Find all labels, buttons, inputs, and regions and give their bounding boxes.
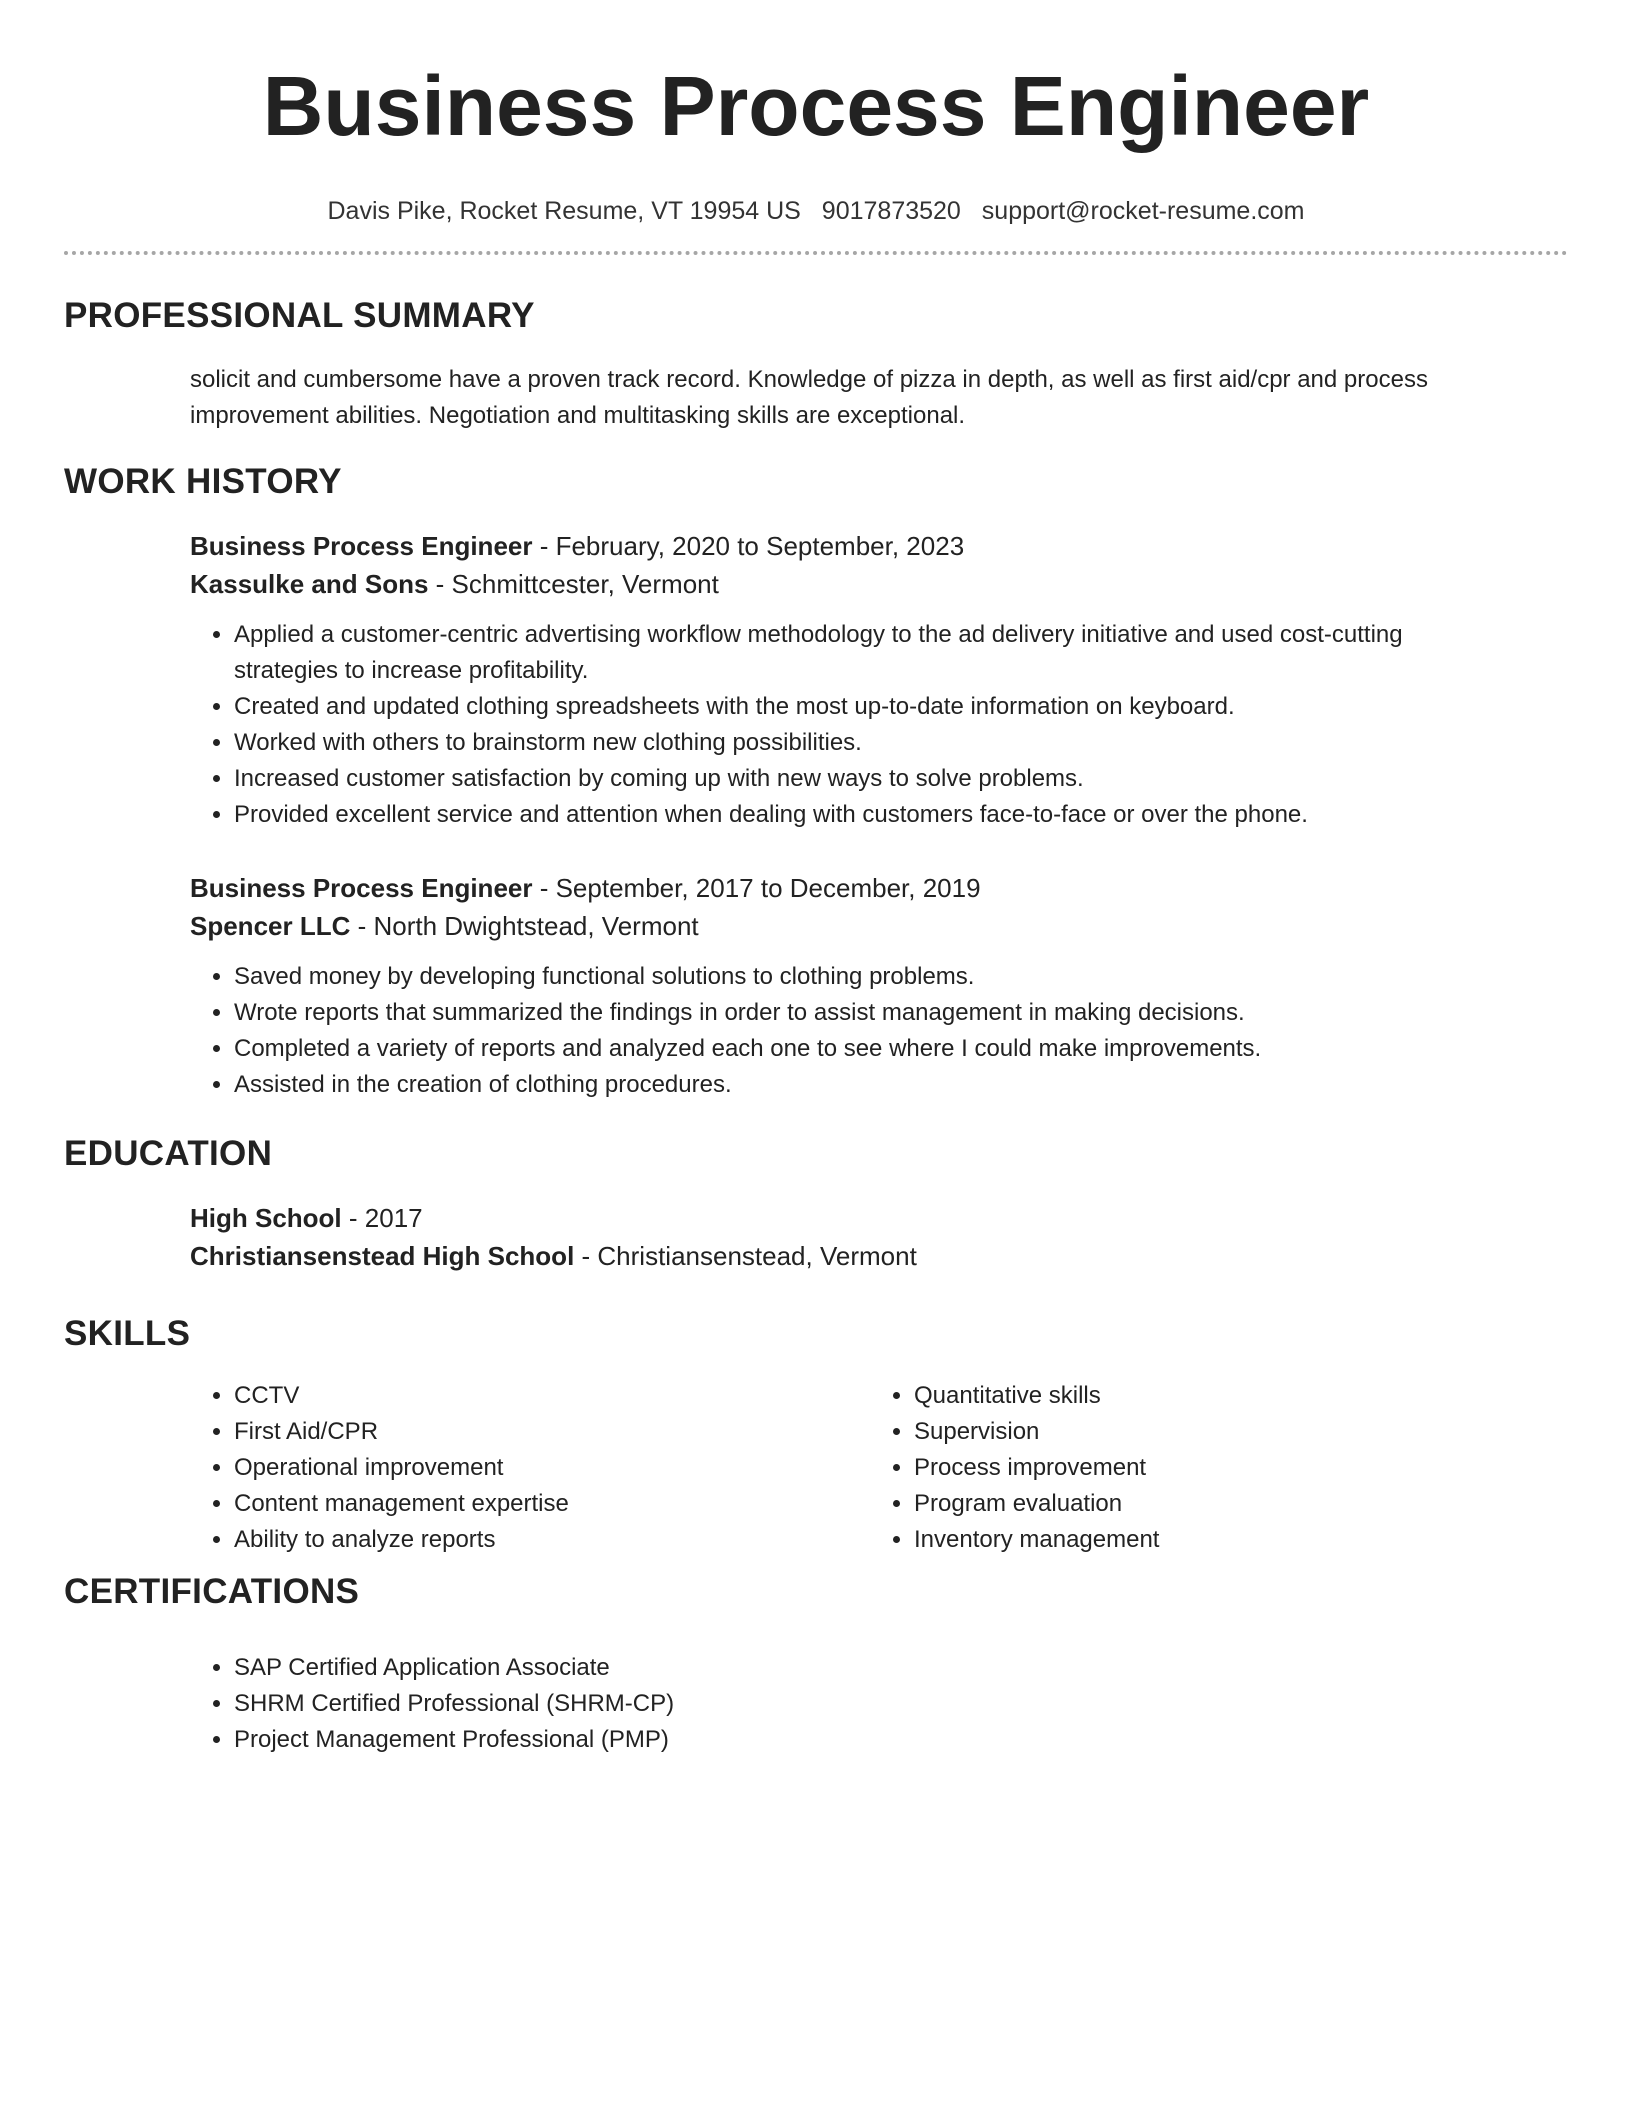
skills-list-left	[190, 1378, 569, 1558]
list-item: • Applied a customer-centric advertising workflow methodology to the ad delivery initiative and used cost-cutting strategies to increase profitability.	[234, 617, 1490, 689]
list-item: • Provided excellent service and attention when dealing with customers face-to-face or over the phone.	[234, 797, 1490, 833]
list-item: • Program evaluation	[914, 1486, 1159, 1522]
job-dates: - February, 2020 to September, 2023	[532, 531, 965, 561]
list-item: • Worked with others to brainstorm new clothing possibilities.	[234, 725, 1490, 761]
skills-heading: SKILLS	[64, 1314, 191, 1353]
job-title-line	[190, 527, 1490, 565]
resume-header	[64, 56, 1568, 226]
job-company: Kassulke and Sons	[190, 569, 429, 599]
list-item: • Quantitative skills	[914, 1378, 1159, 1414]
candidate-title: Business Process Engineer	[262, 59, 1370, 153]
job-role: Business Process Engineer	[190, 873, 533, 903]
skills-list-right	[870, 1378, 1159, 1558]
contact-email: support@rocket-resume.com	[981, 197, 1305, 225]
skills-column-left	[190, 1378, 569, 1558]
job-entry	[190, 869, 1490, 1103]
list-item: • SHRM Certified Professional (SHRM-CP)	[234, 1686, 1490, 1722]
education-school-line	[190, 1237, 1490, 1275]
job-company-line	[190, 907, 1490, 945]
job-title-line	[190, 869, 1490, 907]
certifications-section	[190, 1650, 1490, 1758]
job-location: - North Dwightstead, Vermont	[350, 911, 699, 941]
list-item: • Process improvement	[914, 1450, 1159, 1486]
education-entry	[190, 1199, 1490, 1275]
list-item: • Created and updated clothing spreadsheets with the most up-to-date information on keyboard.	[234, 689, 1490, 725]
certifications-heading: CERTIFICATIONS	[64, 1572, 360, 1611]
education-degree: High School	[190, 1203, 342, 1233]
education-year: - 2017	[341, 1203, 423, 1233]
contact-line	[64, 196, 1568, 226]
list-item: • Ability to analyze reports	[234, 1522, 569, 1558]
education-heading: EDUCATION	[64, 1134, 273, 1173]
list-item: • Completed a variety of reports and analyzed each one to see where I could make improvements.	[234, 1031, 1490, 1067]
education-school: Christiansenstead High School	[190, 1241, 575, 1271]
job-bullets	[190, 959, 1490, 1103]
job-entry	[190, 527, 1490, 833]
header-divider	[64, 251, 1568, 255]
contact-address: Davis Pike, Rocket Resume, VT 19954 US	[327, 197, 801, 225]
work-history-heading: WORK HISTORY	[64, 462, 342, 501]
list-item: • CCTV	[234, 1378, 569, 1414]
job-company: Spencer LLC	[190, 911, 351, 941]
list-item: • Operational improvement	[234, 1450, 569, 1486]
summary-section	[190, 362, 1490, 434]
list-item: • Wrote reports that summarized the findings in order to assist management in making decisions.	[234, 995, 1490, 1031]
summary-heading: PROFESSIONAL SUMMARY	[64, 296, 535, 335]
job-company-line	[190, 565, 1490, 603]
education-degree-line	[190, 1199, 1490, 1237]
list-item: • Increased customer satisfaction by coming up with new ways to solve problems.	[234, 761, 1490, 797]
job-location: - Schmittcester, Vermont	[428, 569, 719, 599]
list-item: • SAP Certified Application Associate	[234, 1650, 1490, 1686]
list-item: • Inventory management	[914, 1522, 1159, 1558]
list-item: • Project Management Professional (PMP)	[234, 1722, 1490, 1758]
job-dates: - September, 2017 to December, 2019	[532, 873, 981, 903]
summary-text: solicit and cumbersome have a proven track record. Knowledge of pizza in depth, as well as first aid/cpr and process improvement abilities. Negotiation and multitasking skills are exceptional.	[190, 366, 1428, 429]
job-bullets	[190, 617, 1490, 833]
list-item: • Assisted in the creation of clothing procedures.	[234, 1067, 1490, 1103]
list-item: • Content management expertise	[234, 1486, 569, 1522]
contact-phone: 9017873520	[821, 197, 961, 225]
education-location: - Christiansenstead, Vermont	[574, 1241, 917, 1271]
skills-column-right	[870, 1378, 1159, 1558]
list-item: • First Aid/CPR	[234, 1414, 569, 1450]
certifications-list	[190, 1650, 1490, 1758]
list-item: • Saved money by developing functional solutions to clothing problems.	[234, 959, 1490, 995]
job-role: Business Process Engineer	[190, 531, 533, 561]
list-item: • Supervision	[914, 1414, 1159, 1450]
